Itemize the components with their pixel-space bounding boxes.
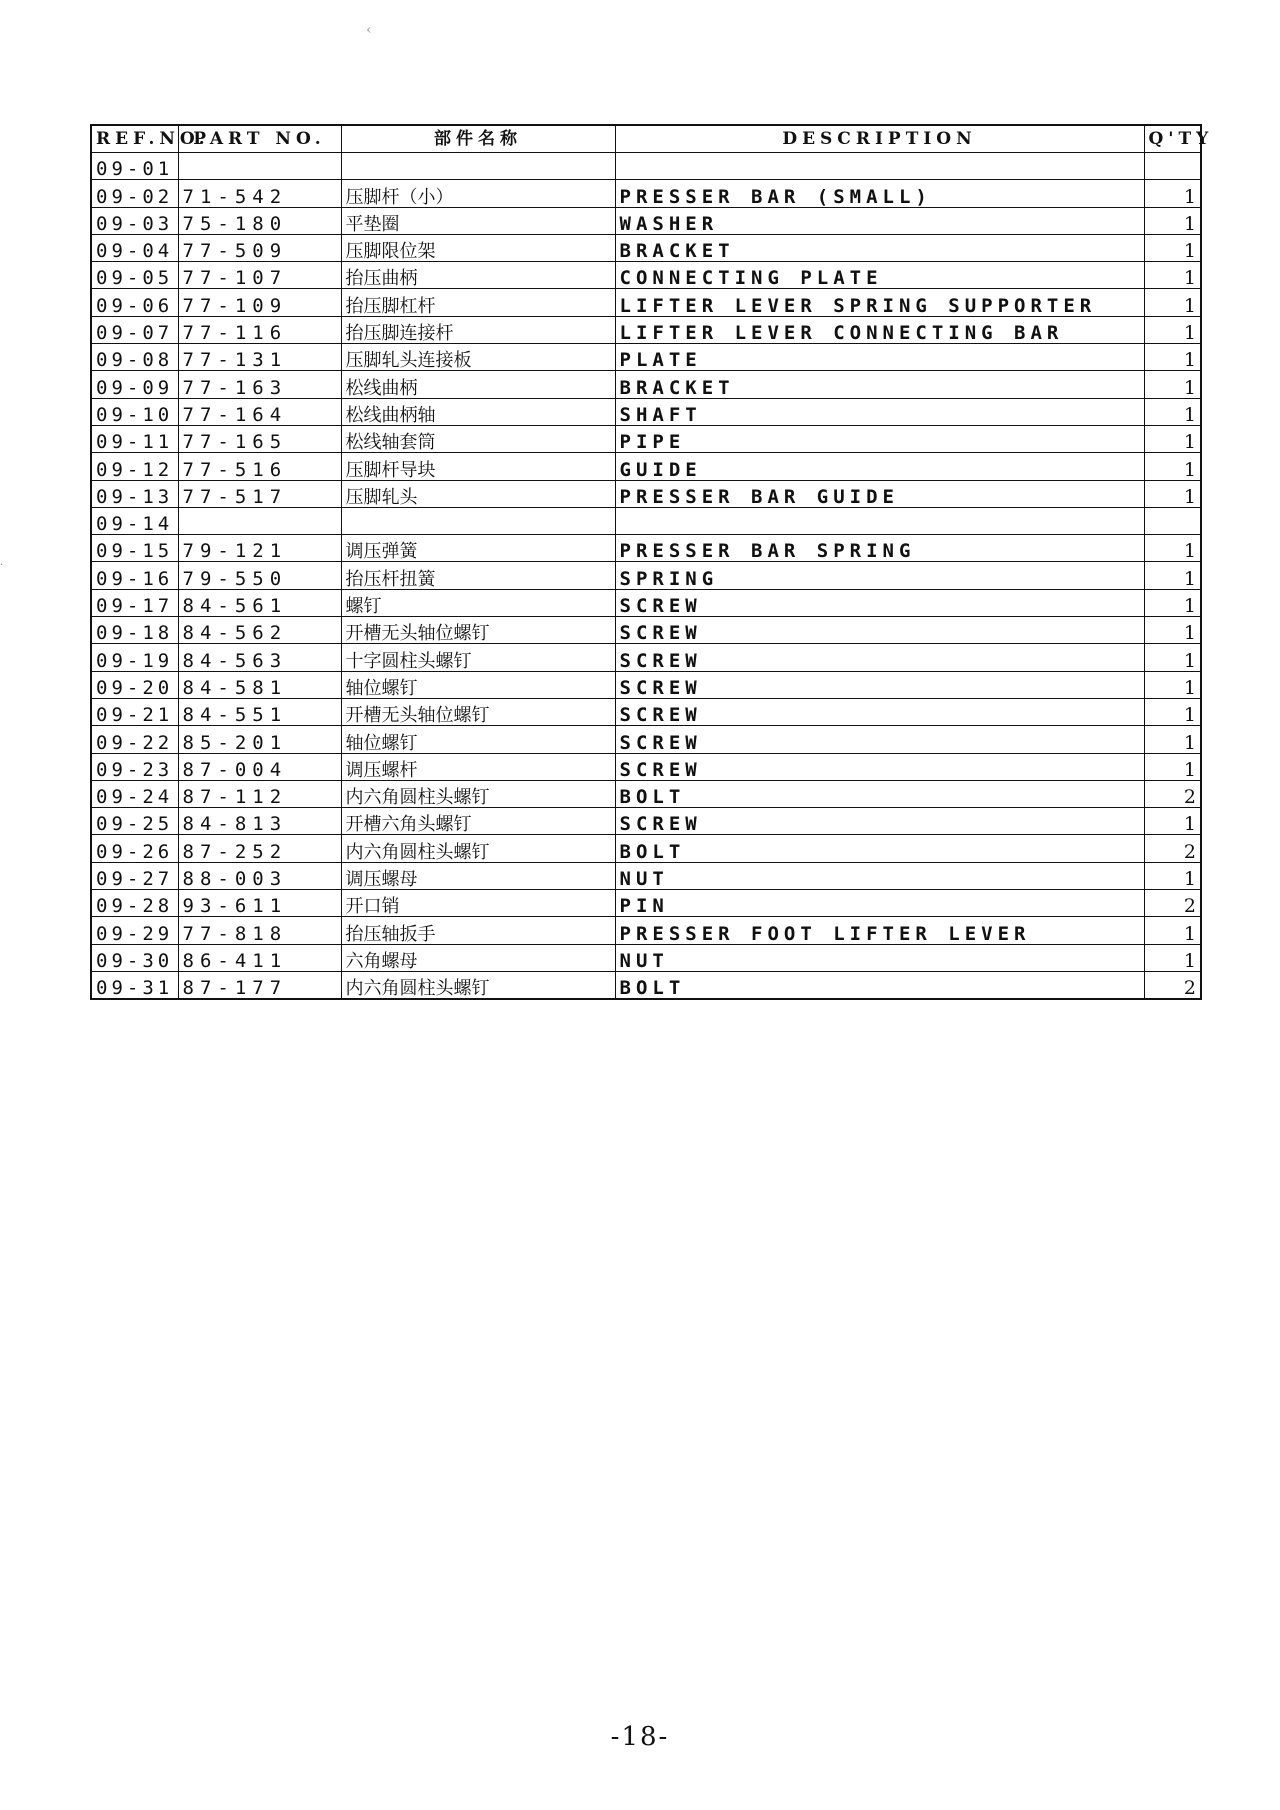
table-row bbox=[91, 207, 1201, 234]
table-row bbox=[91, 180, 1201, 207]
qty-cell: 1 bbox=[1144, 726, 1201, 753]
part-no-cell: 84-551 bbox=[178, 698, 341, 725]
part-no-cell: 77-164 bbox=[178, 398, 341, 425]
ref-no-cell: 09-03 bbox=[91, 207, 178, 234]
table-row bbox=[91, 289, 1201, 316]
description-cell: WASHER bbox=[615, 207, 1144, 234]
description-cell: BRACKET bbox=[615, 234, 1144, 261]
part-no-cell: 88-003 bbox=[178, 862, 341, 889]
table-row bbox=[91, 262, 1201, 289]
description-cell: PRESSER BAR GUIDE bbox=[615, 480, 1144, 507]
ref-no-cell: 09-20 bbox=[91, 671, 178, 698]
description-cell bbox=[615, 153, 1144, 180]
table-row bbox=[91, 316, 1201, 343]
part-no-cell: 84-581 bbox=[178, 671, 341, 698]
part-no-cell: 87-177 bbox=[178, 971, 341, 999]
description-cell: NUT bbox=[615, 944, 1144, 971]
table-row bbox=[91, 234, 1201, 261]
part-no-cell: 77-818 bbox=[178, 917, 341, 944]
description-cell: SCREW bbox=[615, 671, 1144, 698]
table-header-row bbox=[91, 125, 1201, 153]
qty-cell: 1 bbox=[1144, 589, 1201, 616]
description-cell bbox=[615, 507, 1144, 534]
part-name-cn-cell: 开槽无头轴位螺钉 bbox=[341, 698, 615, 725]
part-name-cn-cell: 压脚杆导块 bbox=[341, 453, 615, 480]
part-no-cell: 77-116 bbox=[178, 316, 341, 343]
part-name-cn-cell: 压脚限位架 bbox=[341, 234, 615, 261]
ref-no-cell: 09-02 bbox=[91, 180, 178, 207]
ref-no-cell: 09-16 bbox=[91, 562, 178, 589]
ref-no-cell: 09-26 bbox=[91, 835, 178, 862]
ref-no-cell: 09-22 bbox=[91, 726, 178, 753]
ref-no-cell: 09-14 bbox=[91, 507, 178, 534]
ref-no-cell: 09-12 bbox=[91, 453, 178, 480]
description-cell: NUT bbox=[615, 862, 1144, 889]
ref-no-cell: 09-31 bbox=[91, 971, 178, 999]
qty-cell: 1 bbox=[1144, 562, 1201, 589]
ref-no-cell: 09-21 bbox=[91, 698, 178, 725]
qty-cell bbox=[1144, 153, 1201, 180]
part-no-cell: 75-180 bbox=[178, 207, 341, 234]
table-row bbox=[91, 917, 1201, 944]
ref-no-cell: 09-10 bbox=[91, 398, 178, 425]
part-no-cell: 77-516 bbox=[178, 453, 341, 480]
ref-no-cell: 09-17 bbox=[91, 589, 178, 616]
table-row bbox=[91, 535, 1201, 562]
description-cell: PRESSER BAR SPRING bbox=[615, 535, 1144, 562]
part-no-cell: 77-509 bbox=[178, 234, 341, 261]
table-row bbox=[91, 617, 1201, 644]
part-name-cn-cell: 平垫圈 bbox=[341, 207, 615, 234]
qty-cell: 1 bbox=[1144, 698, 1201, 725]
part-name-cn-cell: 十字圆柱头螺钉 bbox=[341, 644, 615, 671]
qty-cell: 1 bbox=[1144, 671, 1201, 698]
ref-no-cell: 09-23 bbox=[91, 753, 178, 780]
qty-cell: 1 bbox=[1144, 234, 1201, 261]
part-no-cell: 71-542 bbox=[178, 180, 341, 207]
qty-cell: 1 bbox=[1144, 316, 1201, 343]
part-no-cell: 77-131 bbox=[178, 344, 341, 371]
ref-no-cell: 09-24 bbox=[91, 780, 178, 807]
qty-cell: 2 bbox=[1144, 971, 1201, 999]
qty-cell: 2 bbox=[1144, 835, 1201, 862]
description-cell: SCREW bbox=[615, 726, 1144, 753]
part-no-cell bbox=[178, 153, 341, 180]
part-no-cell: 84-561 bbox=[178, 589, 341, 616]
table-row bbox=[91, 753, 1201, 780]
part-name-cn-cell: 抬压脚连接杆 bbox=[341, 316, 615, 343]
description-cell: PRESSER FOOT LIFTER LEVER bbox=[615, 917, 1144, 944]
ref-no-cell: 09-06 bbox=[91, 289, 178, 316]
qty-cell: 1 bbox=[1144, 808, 1201, 835]
table-row bbox=[91, 862, 1201, 889]
qty-cell: 1 bbox=[1144, 753, 1201, 780]
part-no-cell: 77-107 bbox=[178, 262, 341, 289]
description-cell: SCREW bbox=[615, 617, 1144, 644]
qty-cell: 1 bbox=[1144, 371, 1201, 398]
part-name-cn-cell: 六角螺母 bbox=[341, 944, 615, 971]
table-row bbox=[91, 589, 1201, 616]
part-name-cn-cell: 轴位螺钉 bbox=[341, 671, 615, 698]
qty-cell: 1 bbox=[1144, 180, 1201, 207]
scan-mark: ‹ bbox=[366, 22, 372, 38]
table-row bbox=[91, 971, 1201, 999]
qty-cell: 1 bbox=[1144, 207, 1201, 234]
part-name-cn-cell: 抬压轴扳手 bbox=[341, 917, 615, 944]
description-cell: SCREW bbox=[615, 808, 1144, 835]
part-no-cell: 77-165 bbox=[178, 425, 341, 452]
qty-cell: 1 bbox=[1144, 262, 1201, 289]
qty-cell: 1 bbox=[1144, 917, 1201, 944]
page-number: -18- bbox=[610, 1722, 670, 1752]
description-cell: GUIDE bbox=[615, 453, 1144, 480]
part-name-cn-cell: 轴位螺钉 bbox=[341, 726, 615, 753]
table-row bbox=[91, 726, 1201, 753]
table-row bbox=[91, 562, 1201, 589]
description-cell: SPRING bbox=[615, 562, 1144, 589]
qty-cell: 2 bbox=[1144, 890, 1201, 917]
ref-no-cell: 09-04 bbox=[91, 234, 178, 261]
table-row bbox=[91, 153, 1201, 180]
table-row bbox=[91, 944, 1201, 971]
description-cell: SHAFT bbox=[615, 398, 1144, 425]
table-row bbox=[91, 480, 1201, 507]
part-name-cn-cell: 内六角圆柱头螺钉 bbox=[341, 780, 615, 807]
ref-no-cell: 09-11 bbox=[91, 425, 178, 452]
part-name-cn-cell: 开口销 bbox=[341, 890, 615, 917]
description-cell: PIPE bbox=[615, 425, 1144, 452]
header-part-name-cn: 部件名称 bbox=[341, 125, 615, 153]
qty-cell: 1 bbox=[1144, 944, 1201, 971]
description-cell: PIN bbox=[615, 890, 1144, 917]
ref-no-cell: 09-07 bbox=[91, 316, 178, 343]
table-row bbox=[91, 453, 1201, 480]
description-cell: SCREW bbox=[615, 698, 1144, 725]
header-ref-no: REF.NO. bbox=[91, 125, 178, 153]
description-cell: SCREW bbox=[615, 589, 1144, 616]
description-cell: PLATE bbox=[615, 344, 1144, 371]
description-cell: BOLT bbox=[615, 835, 1144, 862]
table-row bbox=[91, 425, 1201, 452]
part-name-cn-cell bbox=[341, 153, 615, 180]
qty-cell: 1 bbox=[1144, 535, 1201, 562]
part-no-cell: 87-252 bbox=[178, 835, 341, 862]
description-cell: LIFTER LEVER SPRING SUPPORTER bbox=[615, 289, 1144, 316]
ref-no-cell: 09-29 bbox=[91, 917, 178, 944]
description-cell: LIFTER LEVER CONNECTING BAR bbox=[615, 316, 1144, 343]
part-name-cn-cell: 松线轴套筒 bbox=[341, 425, 615, 452]
table-body bbox=[91, 153, 1201, 1000]
header-qty: Q'TY bbox=[1144, 125, 1201, 153]
qty-cell: 1 bbox=[1144, 425, 1201, 452]
description-cell: BOLT bbox=[615, 971, 1144, 999]
part-name-cn-cell: 内六角圆柱头螺钉 bbox=[341, 971, 615, 999]
qty-cell: 1 bbox=[1144, 289, 1201, 316]
qty-cell: 1 bbox=[1144, 862, 1201, 889]
ref-no-cell: 09-28 bbox=[91, 890, 178, 917]
parts-list-table bbox=[90, 124, 1214, 1000]
part-name-cn-cell: 压脚轧头 bbox=[341, 480, 615, 507]
part-no-cell: 86-411 bbox=[178, 944, 341, 971]
part-no-cell: 79-550 bbox=[178, 562, 341, 589]
part-name-cn-cell: 抬压杆扭簧 bbox=[341, 562, 615, 589]
part-no-cell: 77-163 bbox=[178, 371, 341, 398]
table-row bbox=[91, 344, 1201, 371]
table-row bbox=[91, 507, 1201, 534]
part-name-cn-cell: 螺钉 bbox=[341, 589, 615, 616]
part-no-cell: 84-562 bbox=[178, 617, 341, 644]
qty-cell: 1 bbox=[1144, 398, 1201, 425]
table-row bbox=[91, 780, 1201, 807]
part-no-cell: 85-201 bbox=[178, 726, 341, 753]
part-name-cn-cell: 松线曲柄 bbox=[341, 371, 615, 398]
part-no-cell: 84-813 bbox=[178, 808, 341, 835]
part-no-cell: 93-611 bbox=[178, 890, 341, 917]
ref-no-cell: 09-18 bbox=[91, 617, 178, 644]
table-row bbox=[91, 671, 1201, 698]
table-row bbox=[91, 371, 1201, 398]
part-name-cn-cell: 压脚杆（小） bbox=[341, 180, 615, 207]
description-cell: BOLT bbox=[615, 780, 1144, 807]
ref-no-cell: 09-05 bbox=[91, 262, 178, 289]
part-name-cn-cell: 调压弹簧 bbox=[341, 535, 615, 562]
ref-no-cell: 09-09 bbox=[91, 371, 178, 398]
ref-no-cell: 09-08 bbox=[91, 344, 178, 371]
part-name-cn-cell: 开槽无头轴位螺钉 bbox=[341, 617, 615, 644]
qty-cell: 1 bbox=[1144, 480, 1201, 507]
qty-cell bbox=[1144, 507, 1201, 534]
part-no-cell: 79-121 bbox=[178, 535, 341, 562]
header-description: DESCRIPTION bbox=[615, 125, 1144, 153]
table-row bbox=[91, 644, 1201, 671]
table-row bbox=[91, 808, 1201, 835]
ref-no-cell: 09-25 bbox=[91, 808, 178, 835]
header-part-no: PART NO. bbox=[178, 125, 341, 153]
scan-speck: · bbox=[0, 560, 4, 571]
qty-cell: 1 bbox=[1144, 617, 1201, 644]
table-row bbox=[91, 398, 1201, 425]
part-name-cn-cell: 调压螺杆 bbox=[341, 753, 615, 780]
part-name-cn-cell: 调压螺母 bbox=[341, 862, 615, 889]
table-row bbox=[91, 698, 1201, 725]
ref-no-cell: 09-15 bbox=[91, 535, 178, 562]
table-row bbox=[91, 890, 1201, 917]
ref-no-cell: 09-30 bbox=[91, 944, 178, 971]
description-cell: CONNECTING PLATE bbox=[615, 262, 1144, 289]
description-cell: BRACKET bbox=[615, 371, 1144, 398]
description-cell: SCREW bbox=[615, 753, 1144, 780]
part-no-cell bbox=[178, 507, 341, 534]
part-name-cn-cell: 压脚轧头连接板 bbox=[341, 344, 615, 371]
table-row bbox=[91, 835, 1201, 862]
qty-cell: 1 bbox=[1144, 644, 1201, 671]
part-name-cn-cell: 抬压脚杠杆 bbox=[341, 289, 615, 316]
ref-no-cell: 09-01 bbox=[91, 153, 178, 180]
part-name-cn-cell bbox=[341, 507, 615, 534]
part-no-cell: 77-109 bbox=[178, 289, 341, 316]
part-name-cn-cell: 内六角圆柱头螺钉 bbox=[341, 835, 615, 862]
ref-no-cell: 09-13 bbox=[91, 480, 178, 507]
ref-no-cell: 09-19 bbox=[91, 644, 178, 671]
part-no-cell: 87-004 bbox=[178, 753, 341, 780]
ref-no-cell: 09-27 bbox=[91, 862, 178, 889]
part-no-cell: 87-112 bbox=[178, 780, 341, 807]
part-name-cn-cell: 开槽六角头螺钉 bbox=[341, 808, 615, 835]
part-name-cn-cell: 抬压曲柄 bbox=[341, 262, 615, 289]
qty-cell: 2 bbox=[1144, 780, 1201, 807]
part-no-cell: 84-563 bbox=[178, 644, 341, 671]
description-cell: PRESSER BAR (SMALL) bbox=[615, 180, 1144, 207]
description-cell: SCREW bbox=[615, 644, 1144, 671]
qty-cell: 1 bbox=[1144, 344, 1201, 371]
part-name-cn-cell: 松线曲柄轴 bbox=[341, 398, 615, 425]
part-no-cell: 77-517 bbox=[178, 480, 341, 507]
qty-cell: 1 bbox=[1144, 453, 1201, 480]
